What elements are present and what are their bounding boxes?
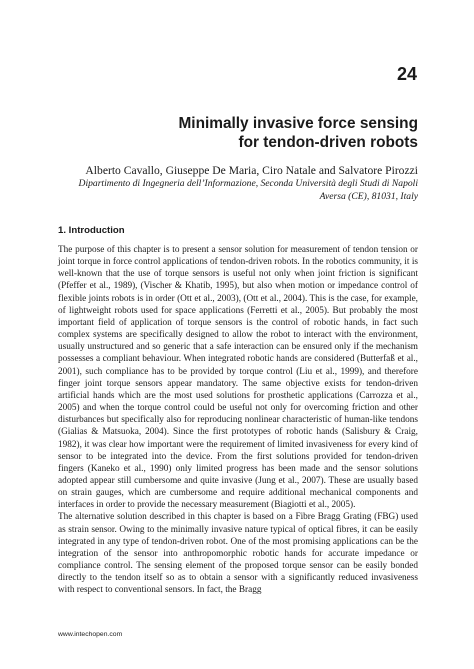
chapter-number: 24: [396, 64, 417, 84]
chapter-title-line-1: Minimally invasive force sensing: [178, 115, 418, 132]
affiliation-line-2: Aversa (CE), 81031, Italy: [319, 190, 418, 202]
paragraph-2: The alternative solution described in this chapter is based on a Fibre Bragg Grating (FBG) used as strain sensor. Owing to the minimally invasive nature typical of optical fibres, it can be easily integrated in any type of tendon-driven robot. One of the most promising applications can be the integration of the sensor into anthropomorphic robotic hands for accurate impedance or compliance control. The sensing element of the proposed torque sensor can be easily bonded directly to the tendon itself so as to obtain a sensor with a significantly reduced invasiveness with respect to conventional sensors. In fact, the Bragg: [58, 512, 418, 596]
footer-url: www.intechopen.com: [58, 631, 123, 638]
authors: Alberto Cavallo, Giuseppe De Maria, Ciro Natale and Salvatore Pirozzi: [85, 164, 418, 177]
chapter-title-line-2: for tendon-driven robots: [238, 134, 418, 151]
body-text: [58, 244, 418, 597]
section-heading: 1. Introduction: [58, 225, 125, 236]
chapter-title: [38, 114, 418, 152]
affiliation: [0, 178, 418, 204]
affiliation-line-1: Dipartimento di Ingegneria dell’Informazione, Seconda Università degli Studi di Napoli: [78, 178, 418, 189]
paragraph-1: The purpose of this chapter is to present a sensor solution for measurement of tendon tension or joint torque in force control applications of tendon-driven robots. In the robotics community, it is well-known that the use of torque sensors is useful not only when joint friction is significant (Pfeffer et al., 1989), (Vischer & Khatib, 1995), but also when motion or impedance control of flexible joints robots is in order (Ott et al., 2003), (Ott et al., 2004). This is the case, for example, of lightweight robots used for space applications (Ferretti et al., 2005). But probably the most important field of application of torque sensors is the control of robotic hands, in fact such complex systems are specifically designed to allow the robot to interact with the environment, usually unstructured and so generic that a safe interaction can be ensured only if the mechanism possesses a compliant behaviour. When integrated robotic hands are considered (Butterfaß et al., 2001), such compliance has to be provided by torque control (Liu et al., 1999), and therefore finger joint torque sensors appear mandatory. The same objective exists for tendon-driven artificial hands which are the most used solutions for prosthetic applications (Carrozza et al., 2005) and when the torque control could be useful not only for overcoming friction and other disturbances but specifically also for reproducing nonlinear characteristic of human-like tendons (Gialias & Matsuoka, 2004). Since the first prototypes of robotic hands (Salisbury & Craig, 1982), it was clear how important were the requirement of limited invasiveness for every kind of sensor to be integrated into the device. From the first solutions provided for tendon-driven fingers (Kaneko et al., 1990) only limited progress has been made and the sensor solutions adopted appear still cumbersome and quite invasive (Jung et al., 2007). These are usually based on strain gauges, which are cumbersome and require additional mechanical components and interfaces in order to provide the necessary measurement (Biagiotti et al., 2005).: [58, 245, 418, 511]
